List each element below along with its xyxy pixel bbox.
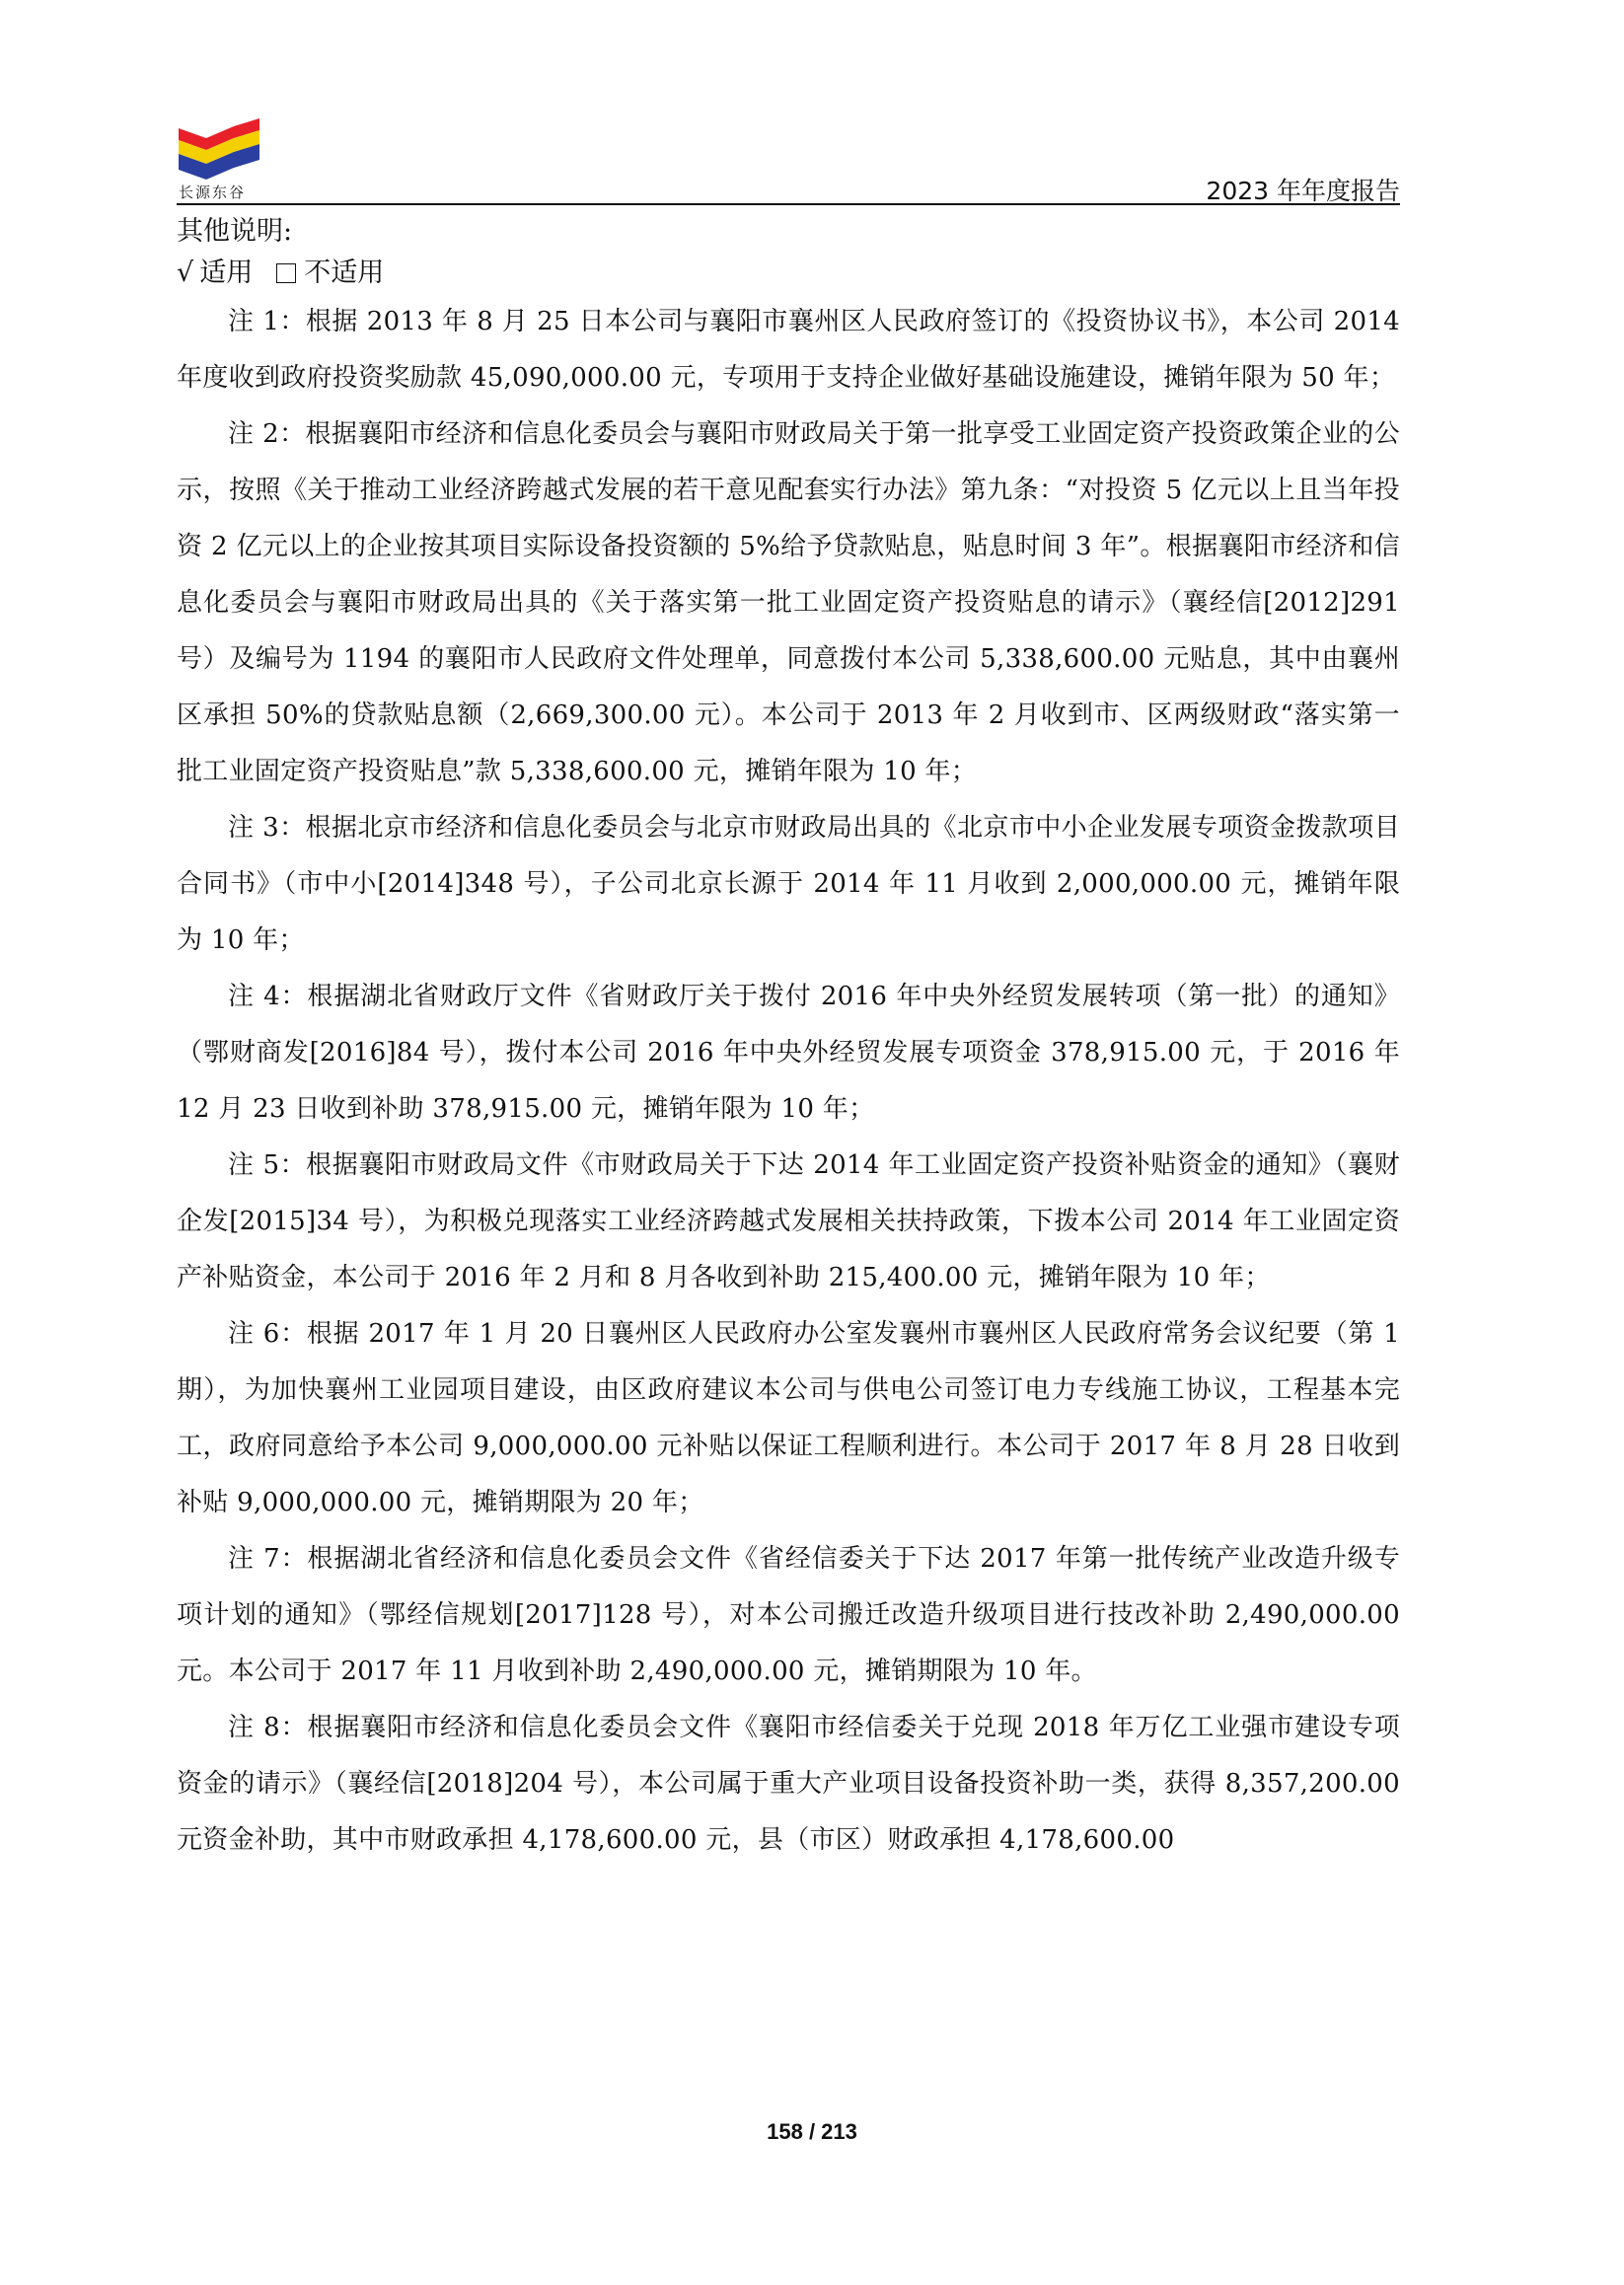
applicable-label: 适用	[199, 258, 254, 288]
note-paragraph: 注 3：根据北京市经济和信息化委员会与北京市财政局出具的《北京市中小企业发展专项资金拨款项目合同书》（市中小[2014]348 号），子公司北京长源于 2014 年 11 月收到 2,000,000.00 元，摊销年限为 10 年；	[177, 813, 1400, 955]
applicability-line	[177, 253, 1400, 294]
note-paragraph: 注 7：根据湖北省经济和信息化委员会文件《省经信委关于下达 2017 年第一批传统产业改造升级专项计划的通知》（鄂经信规划[2017]128 号），对本公司搬迁改造升级项目进行技改补助 2,490,000.00 元。本公司于 2017 年 11 月收到补助 2,490,000.00 元，摊销期限为 10 年。	[177, 1544, 1400, 1686]
report-title: 2023 年年度报告	[1206, 177, 1400, 205]
logo-text: 长源东谷	[179, 184, 247, 201]
page-number: 158 / 213	[767, 2119, 857, 2144]
checkbox-empty-icon	[276, 263, 296, 283]
page-header	[177, 116, 1400, 205]
note-paragraph: 注 8：根据襄阳市经济和信息化委员会文件《襄阳市经信委关于兑现 2018 年万亿工业强市建设专项资金的请示》（襄经信[2018]204 号），本公司属于重大产业项目设备投资补助一类，获得 8,357,200.00 元资金补助，其中市财政承担 4,178,600.00 元，县（市区）财政承担 4,178,600.00	[177, 1713, 1400, 1855]
document-body	[177, 211, 1400, 1869]
check-mark-icon: √	[177, 258, 194, 288]
note-paragraph: 注 2：根据襄阳市经济和信息化委员会与襄阳市财政局关于第一批享受工业固定资产投资政策企业的公示，按照《关于推动工业经济跨越式发展的若干意见配套实行办法》第九条：“对投资 5 亿元以上且当年投资 2 亿元以上的企业按其项目实际设备投资额的 5%给予贷款贴息，贴息时间 3 年”。根据襄阳市经济和信息化委员会与襄阳市财政局出具的《关于落实第一批工业固定资产投资贴息的请示》（襄经信[2012]291 号）及编号为 1194 的襄阳市人民政府文件处理单，同意拨付本公司 5,338,600.00 元贴息，其中由襄州区承担 50%的贷款贴息额（2,669,300.00 元）。本公司于 2013 年 2 月收到市、区两级财政“落实第一批工业固定资产投资贴息”款 5,338,600.00 元，摊销年限为 10 年；	[177, 419, 1400, 786]
section-title: 其他说明:	[177, 216, 293, 247]
note-paragraph: 注 5：根据襄阳市财政局文件《市财政局关于下达 2014 年工业固定资产投资补贴资金的通知》（襄财企发[2015]34 号），为积极兑现落实工业经济跨越式发展相关扶持政策，下拨本公司 2014 年工业固定资产补贴资金，本公司于 2016 年 2 月和 8 月各收到补助 215,400.00 元，摊销年限为 10 年；	[177, 1150, 1400, 1292]
note-paragraph: 注 6：根据 2017 年 1 月 20 日襄州区人民政府办公室发襄州市襄州区人民政府常务会议纪要（第 1 期），为加快襄州工业园项目建设，由区政府建议本公司与供电公司签订电力专线施工协议，工程基本完工，政府同意给予本公司 9,000,000.00 元补贴以保证工程顺利进行。本公司于 2017 年 8 月 28 日收到补贴 9,000,000.00 元，摊销期限为 20 年；	[177, 1319, 1400, 1517]
note-paragraph: 注 1：根据 2013 年 8 月 25 日本公司与襄阳市襄州区人民政府签订的《投资协议书》，本公司 2014 年度收到政府投资奖励款 45,090,000.00 元，专项用于支持企业做好基础设施建设，摊销年限为 50 年；	[177, 307, 1400, 393]
not-applicable-label: 不适用	[304, 258, 385, 288]
note-paragraph: 注 4：根据湖北省财政厅文件《省财政厅关于拨付 2016 年中央外经贸发展转项（第一批）的通知》（鄂财商发[2016]84 号），拨付本公司 2016 年中央外经贸发展专项资金 378,915.00 元，于 2016 年 12 月 23 日收到补助 378,915.00 元，摊销年限为 10 年；	[177, 982, 1400, 1124]
